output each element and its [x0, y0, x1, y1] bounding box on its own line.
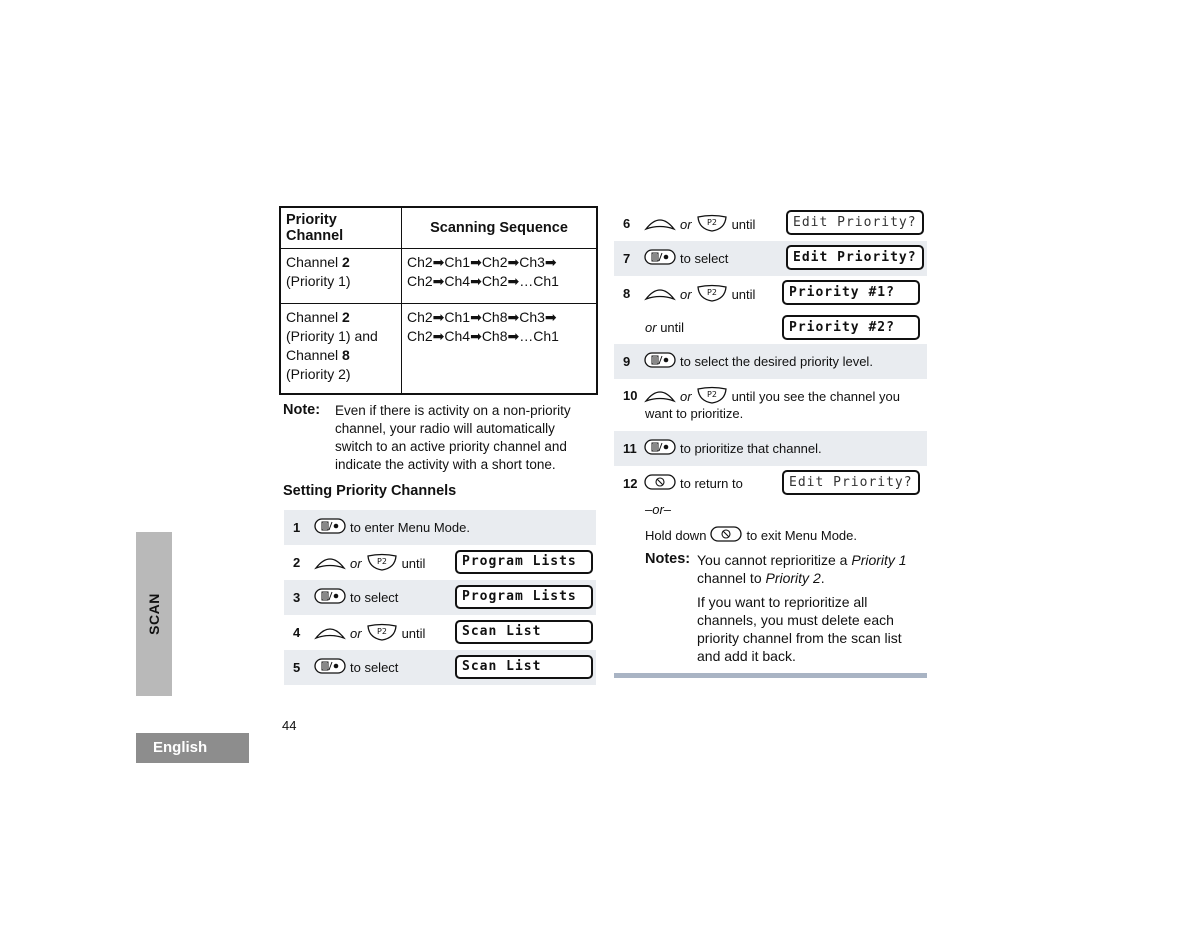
home-exit-button-icon	[644, 474, 676, 493]
step-10: 10 or P2 until you see the channel you want to prioritize.	[623, 388, 900, 421]
step-11: 11 to prioritize that channel.	[614, 431, 927, 466]
hold-down-instruction: Hold down to exit Menu Mode.	[645, 528, 857, 543]
table-row	[280, 249, 597, 304]
display-program-lists: Program Lists	[455, 585, 593, 609]
scanning-sequence-cell: Ch2➡Ch1➡Ch2➡Ch3➡ Ch2➡Ch4➡Ch2➡…Ch1	[402, 249, 598, 304]
table-row	[280, 304, 597, 394]
step-12: 12 to return to Edit Priority? –or– Hold down to exit Menu Mode.	[614, 466, 927, 548]
svg-text:P2: P2	[706, 390, 717, 399]
or-separator: –or–	[645, 502, 672, 517]
up-arrow-key-icon	[314, 624, 346, 643]
svg-text:P2: P2	[706, 218, 717, 227]
priority-channel-cell: Channel 2 (Priority 1) and Channel 8 (Priority 2)	[280, 304, 402, 394]
step-3: 3 to select Program Lists	[284, 580, 596, 615]
step-6: 6 or P2 until Edit Priority?	[614, 206, 927, 241]
svg-text:P2: P2	[376, 627, 387, 636]
p2-button-icon	[696, 386, 728, 407]
up-arrow-key-icon	[644, 387, 676, 406]
step-7: 7 to select Edit Priority?	[614, 241, 927, 276]
priority-scanning-table	[279, 206, 598, 395]
table-header: Scanning Sequence	[402, 207, 598, 249]
language-tab: English	[136, 733, 249, 763]
section-heading: Setting Priority Channels	[283, 483, 457, 499]
menu-select-button-icon	[644, 439, 676, 458]
display-edit-priority: Edit Priority?	[782, 470, 920, 495]
priority-channel-cell: Channel 2 (Priority 1)	[280, 249, 402, 304]
up-arrow-key-icon	[314, 554, 346, 573]
side-tab-scan	[136, 532, 172, 696]
menu-select-button-icon	[644, 352, 676, 371]
display-edit-priority: Edit Priority?	[786, 245, 924, 270]
step-8: 8 or P2 until Priority #1? or until Priority #2?	[614, 276, 927, 346]
step-5: 5 to select Scan List	[284, 650, 596, 685]
display-priority-1: Priority #1?	[782, 280, 920, 305]
p2-button-icon	[366, 553, 398, 574]
display-program-lists: Program Lists	[455, 550, 593, 574]
step-2: 2 or P2 until Program Lists	[284, 545, 596, 580]
note-text: Even if there is activity on a non-priority channel, your radio will automatically switch to an active priority channel and indicate the activity with a short tone.	[335, 403, 571, 472]
svg-text:P2: P2	[376, 557, 387, 566]
display-scan-list: Scan List	[455, 655, 593, 679]
note-2: If you want to reprioritize all channels, you must delete each priority channel from the scan list and add it back.	[697, 594, 902, 664]
table-header: Priority Channel	[280, 207, 402, 249]
menu-select-button-icon	[314, 588, 346, 607]
home-exit-button-icon	[710, 526, 742, 545]
svg-text:P2: P2	[706, 288, 717, 297]
note-label: Note:	[283, 402, 321, 418]
display-scan-list: Scan List	[455, 620, 593, 644]
p2-button-icon	[696, 214, 728, 235]
menu-select-button-icon	[644, 249, 676, 268]
menu-select-button-icon	[314, 658, 346, 677]
divider	[614, 673, 927, 678]
display-priority-2: Priority #2?	[782, 315, 920, 340]
up-arrow-key-icon	[644, 215, 676, 234]
table-header-row	[280, 207, 597, 249]
page-number: 44	[282, 718, 297, 733]
step-9: 9 to select the desired priority level.	[614, 344, 927, 379]
side-tab-label: SCAN	[146, 593, 162, 635]
step-1: 1 to enter Menu Mode.	[284, 510, 596, 545]
menu-select-button-icon	[314, 518, 346, 537]
note-1: You cannot reprioritize a Priority 1 channel to Priority 2.	[697, 552, 907, 586]
p2-button-icon	[696, 284, 728, 305]
p2-button-icon	[366, 623, 398, 644]
display-edit-priority: Edit Priority?	[786, 210, 924, 235]
up-arrow-key-icon	[644, 285, 676, 304]
step-4: 4 or P2 until Scan List	[284, 615, 596, 650]
scanning-sequence-cell: Ch2➡Ch1➡Ch8➡Ch3➡ Ch2➡Ch4➡Ch8➡…Ch1	[402, 304, 598, 394]
notes-label: Notes:	[645, 551, 691, 567]
